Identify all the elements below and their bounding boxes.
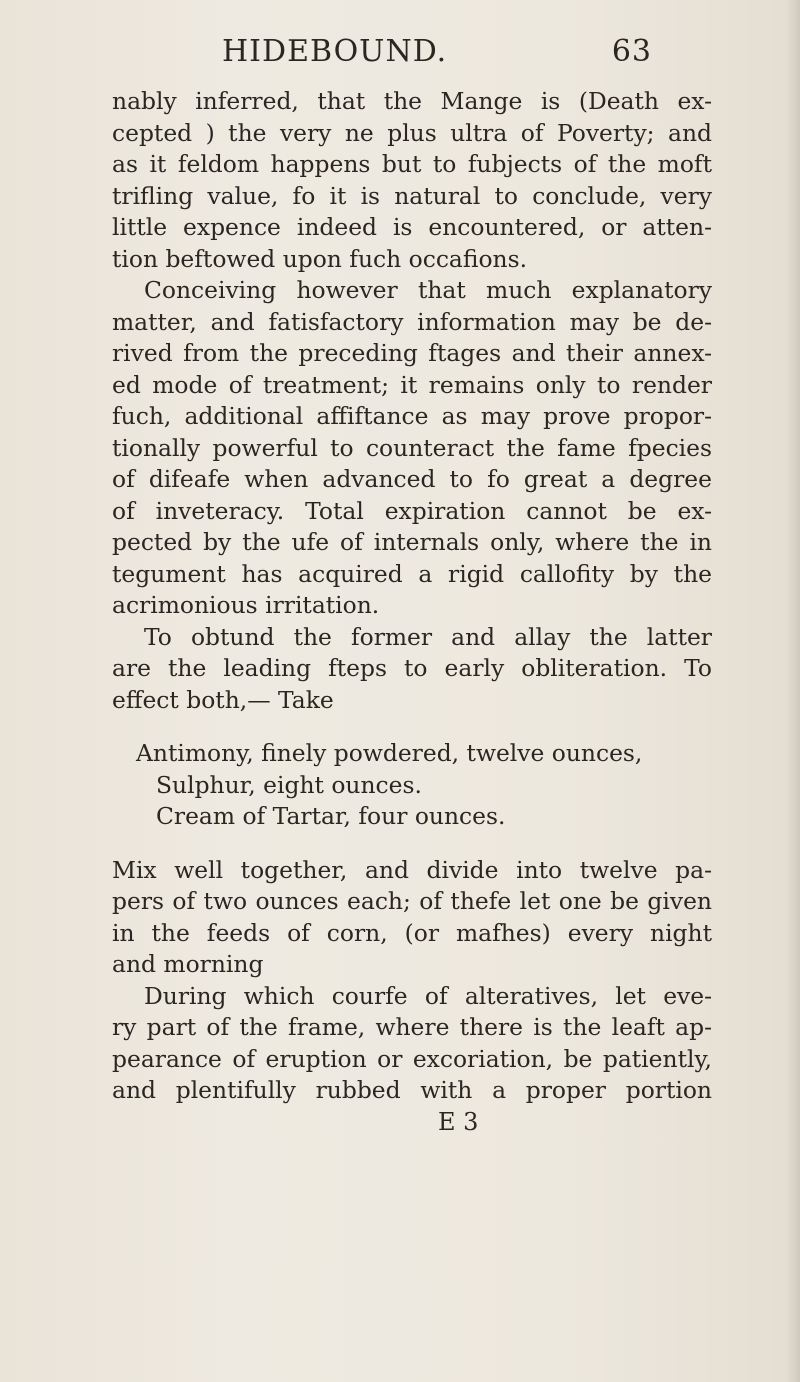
text-line: are the leading fteps to early obliteration. To <box>112 654 712 682</box>
paragraph-gap <box>112 833 712 855</box>
text-line: Conceiving however that much explanatory <box>144 276 712 304</box>
text-line: pearance of eruption or excoriation, be patiently, <box>112 1044 712 1073</box>
text-line: nably inferred, that the Mange is (Death ex- <box>112 87 712 115</box>
text-line: acrimonious irritation. <box>112 591 380 619</box>
recipe-ingredient: Cream of Tartar, four ounces. <box>156 802 506 830</box>
recipe-ingredient: Sulphur, eight ounces. <box>156 770 422 799</box>
text-line: To obtund the former and allay the latter <box>144 622 712 651</box>
text-line: Mix well together, and divide into twelve pa- <box>112 855 712 884</box>
text-line: trifling value, fo it is natural to conclude, very <box>112 181 712 210</box>
text-line: as it feldom happens but to fubjects of the moft <box>112 150 712 178</box>
running-head: HIDEBOUND. <box>222 34 448 69</box>
text-line: of difeafe when advanced to fo great a degree <box>112 465 712 493</box>
text-line: tegument has acquired a rigid callofity by the <box>112 559 712 588</box>
text-line: ed mode of treatment; it remains only to render <box>112 370 712 399</box>
text-line: tionally powerful to counteract the fame fpecies <box>112 433 712 462</box>
paragraph-gap <box>112 716 712 738</box>
text-line: cepted ) the very ne plus ultra of Poverty; and <box>112 118 712 147</box>
text-line: pers of two ounces each; of thefe let one be given <box>112 887 712 915</box>
text-line: matter, and fatisfactory information may be de- <box>112 307 712 336</box>
text-line: pected by the ufe of internals only, where the in <box>112 528 712 556</box>
text-line: rived from the preceding ftages and their annex- <box>112 339 712 367</box>
page-edge-shadow <box>786 0 800 1382</box>
text-line: ry part of the frame, where there is the leaft ap- <box>112 1013 712 1041</box>
text-line: effect both,— Take <box>112 685 334 714</box>
text-line: and plentifully rubbed with a proper portion <box>112 1076 712 1104</box>
text-line: in the feeds of corn, (or mafhes) every night <box>112 918 712 947</box>
text-line: During which courfe of alteratives, let eve- <box>144 981 712 1010</box>
text-line: of inveteracy. Total expiration cannot be ex- <box>112 496 712 525</box>
signature-mark: E 3 <box>438 1107 479 1136</box>
recipe-ingredient: Antimony, finely powdered, twelve ounces, <box>136 739 643 767</box>
text-line: little expence indeed is encountered, or atten- <box>112 213 712 241</box>
text-line: fuch, additional affiftance as may prove propor- <box>112 402 712 430</box>
body-text <box>112 86 712 1138</box>
text-line: and morning <box>112 950 264 978</box>
page-header <box>222 34 652 78</box>
page-number: 63 <box>611 34 652 69</box>
text-line: tion beftowed upon fuch occafions. <box>112 244 528 273</box>
